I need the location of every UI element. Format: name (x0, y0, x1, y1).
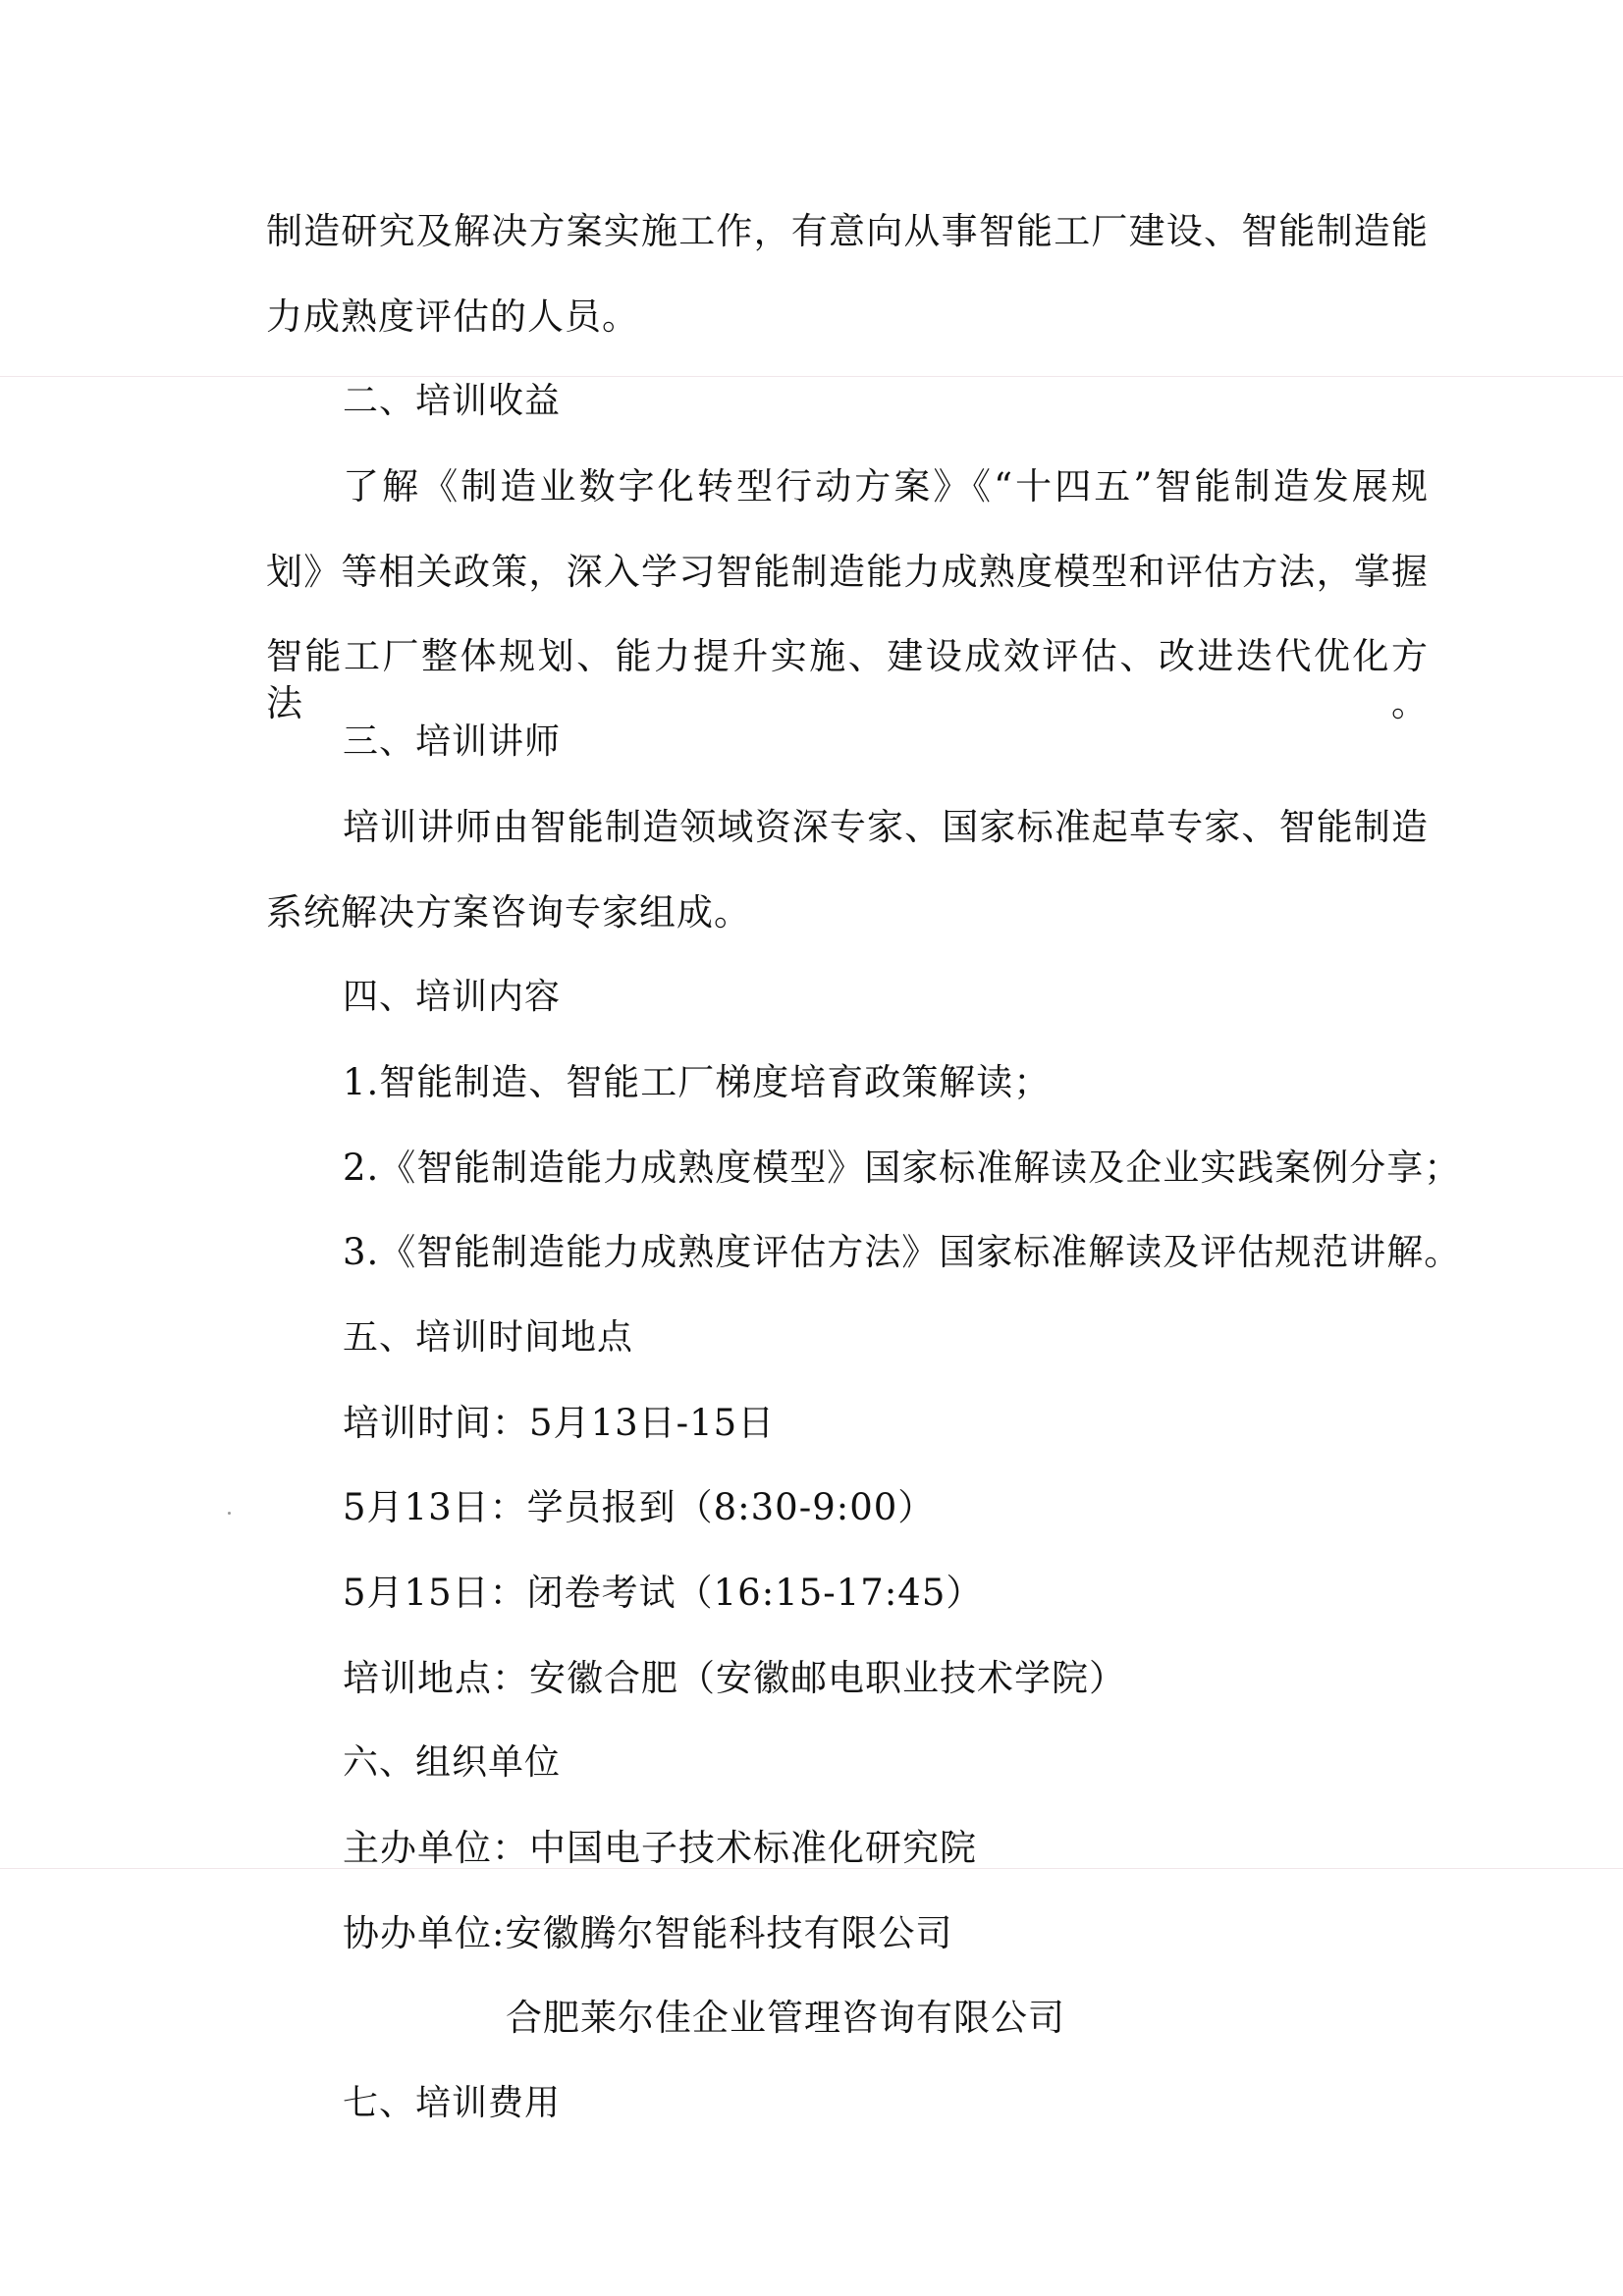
scan-artifact-line (0, 376, 1623, 377)
body-paragraph-line: 制造研究及解决方案实施工作，有意向从事智能工厂建设、智能制造能 (266, 210, 1429, 252)
schedule-line: 5月13日：学员报到（8:30-9:00） (343, 1486, 936, 1528)
section-heading-fees: 七、培训费用 (343, 2083, 562, 2123)
list-item: 2.《智能制造能力成熟度模型》国家标准解读及企业实践案例分享； (343, 1147, 1462, 1189)
list-item: 3.《智能制造能力成熟度评估方法》国家标准解读及评估规范讲解。 (343, 1231, 1462, 1273)
section-heading-benefits: 二、培训收益 (343, 381, 562, 421)
body-paragraph-line: 培训讲师由智能制造领域资深专家、国家标准起草专家、智能制造 (343, 806, 1429, 848)
section-heading-organizers: 六、组织单位 (343, 1742, 562, 1783)
section-heading-instructors: 三、培训讲师 (343, 721, 562, 762)
schedule-line: 培训时间：5月13日-15日 (343, 1402, 776, 1444)
body-paragraph-line: 智能工厂整体规划、能力提升实施、建设成效评估、改进迭代优化方法。 (266, 635, 1429, 724)
body-paragraph-line: 划》等相关政策，深入学习智能制造能力成熟度模型和评估方法，掌握 (266, 551, 1429, 593)
body-paragraph-line: 了解《制造业数字化转型行动方案》《“十四五”智能制造发展规 (343, 465, 1429, 507)
body-paragraph-line: 力成熟度评估的人员。 (266, 295, 639, 338)
organizer-line: 主办单位：中国电子技术标准化研究院 (343, 1827, 977, 1869)
co-organizer-line: 协办单位:安徽腾尔智能科技有限公司 (343, 1912, 953, 1954)
schedule-line: 5月15日：闭卷考试（16:15-17:45） (343, 1572, 984, 1614)
co-organizer-line: 合肥莱尔佳企业管理咨询有限公司 (506, 1997, 1065, 2039)
section-heading-time-place: 五、培训时间地点 (343, 1317, 634, 1358)
venue-line: 培训地点：安徽合肥（安徽邮电职业技术学院） (343, 1657, 1126, 1699)
list-item: 1.智能制造、智能工厂梯度培育政策解读； (343, 1061, 1052, 1103)
scan-artifact-dot (228, 1512, 231, 1515)
section-heading-content: 四、培训内容 (343, 977, 562, 1017)
body-paragraph-line: 系统解决方案咨询专家组成。 (266, 891, 751, 934)
